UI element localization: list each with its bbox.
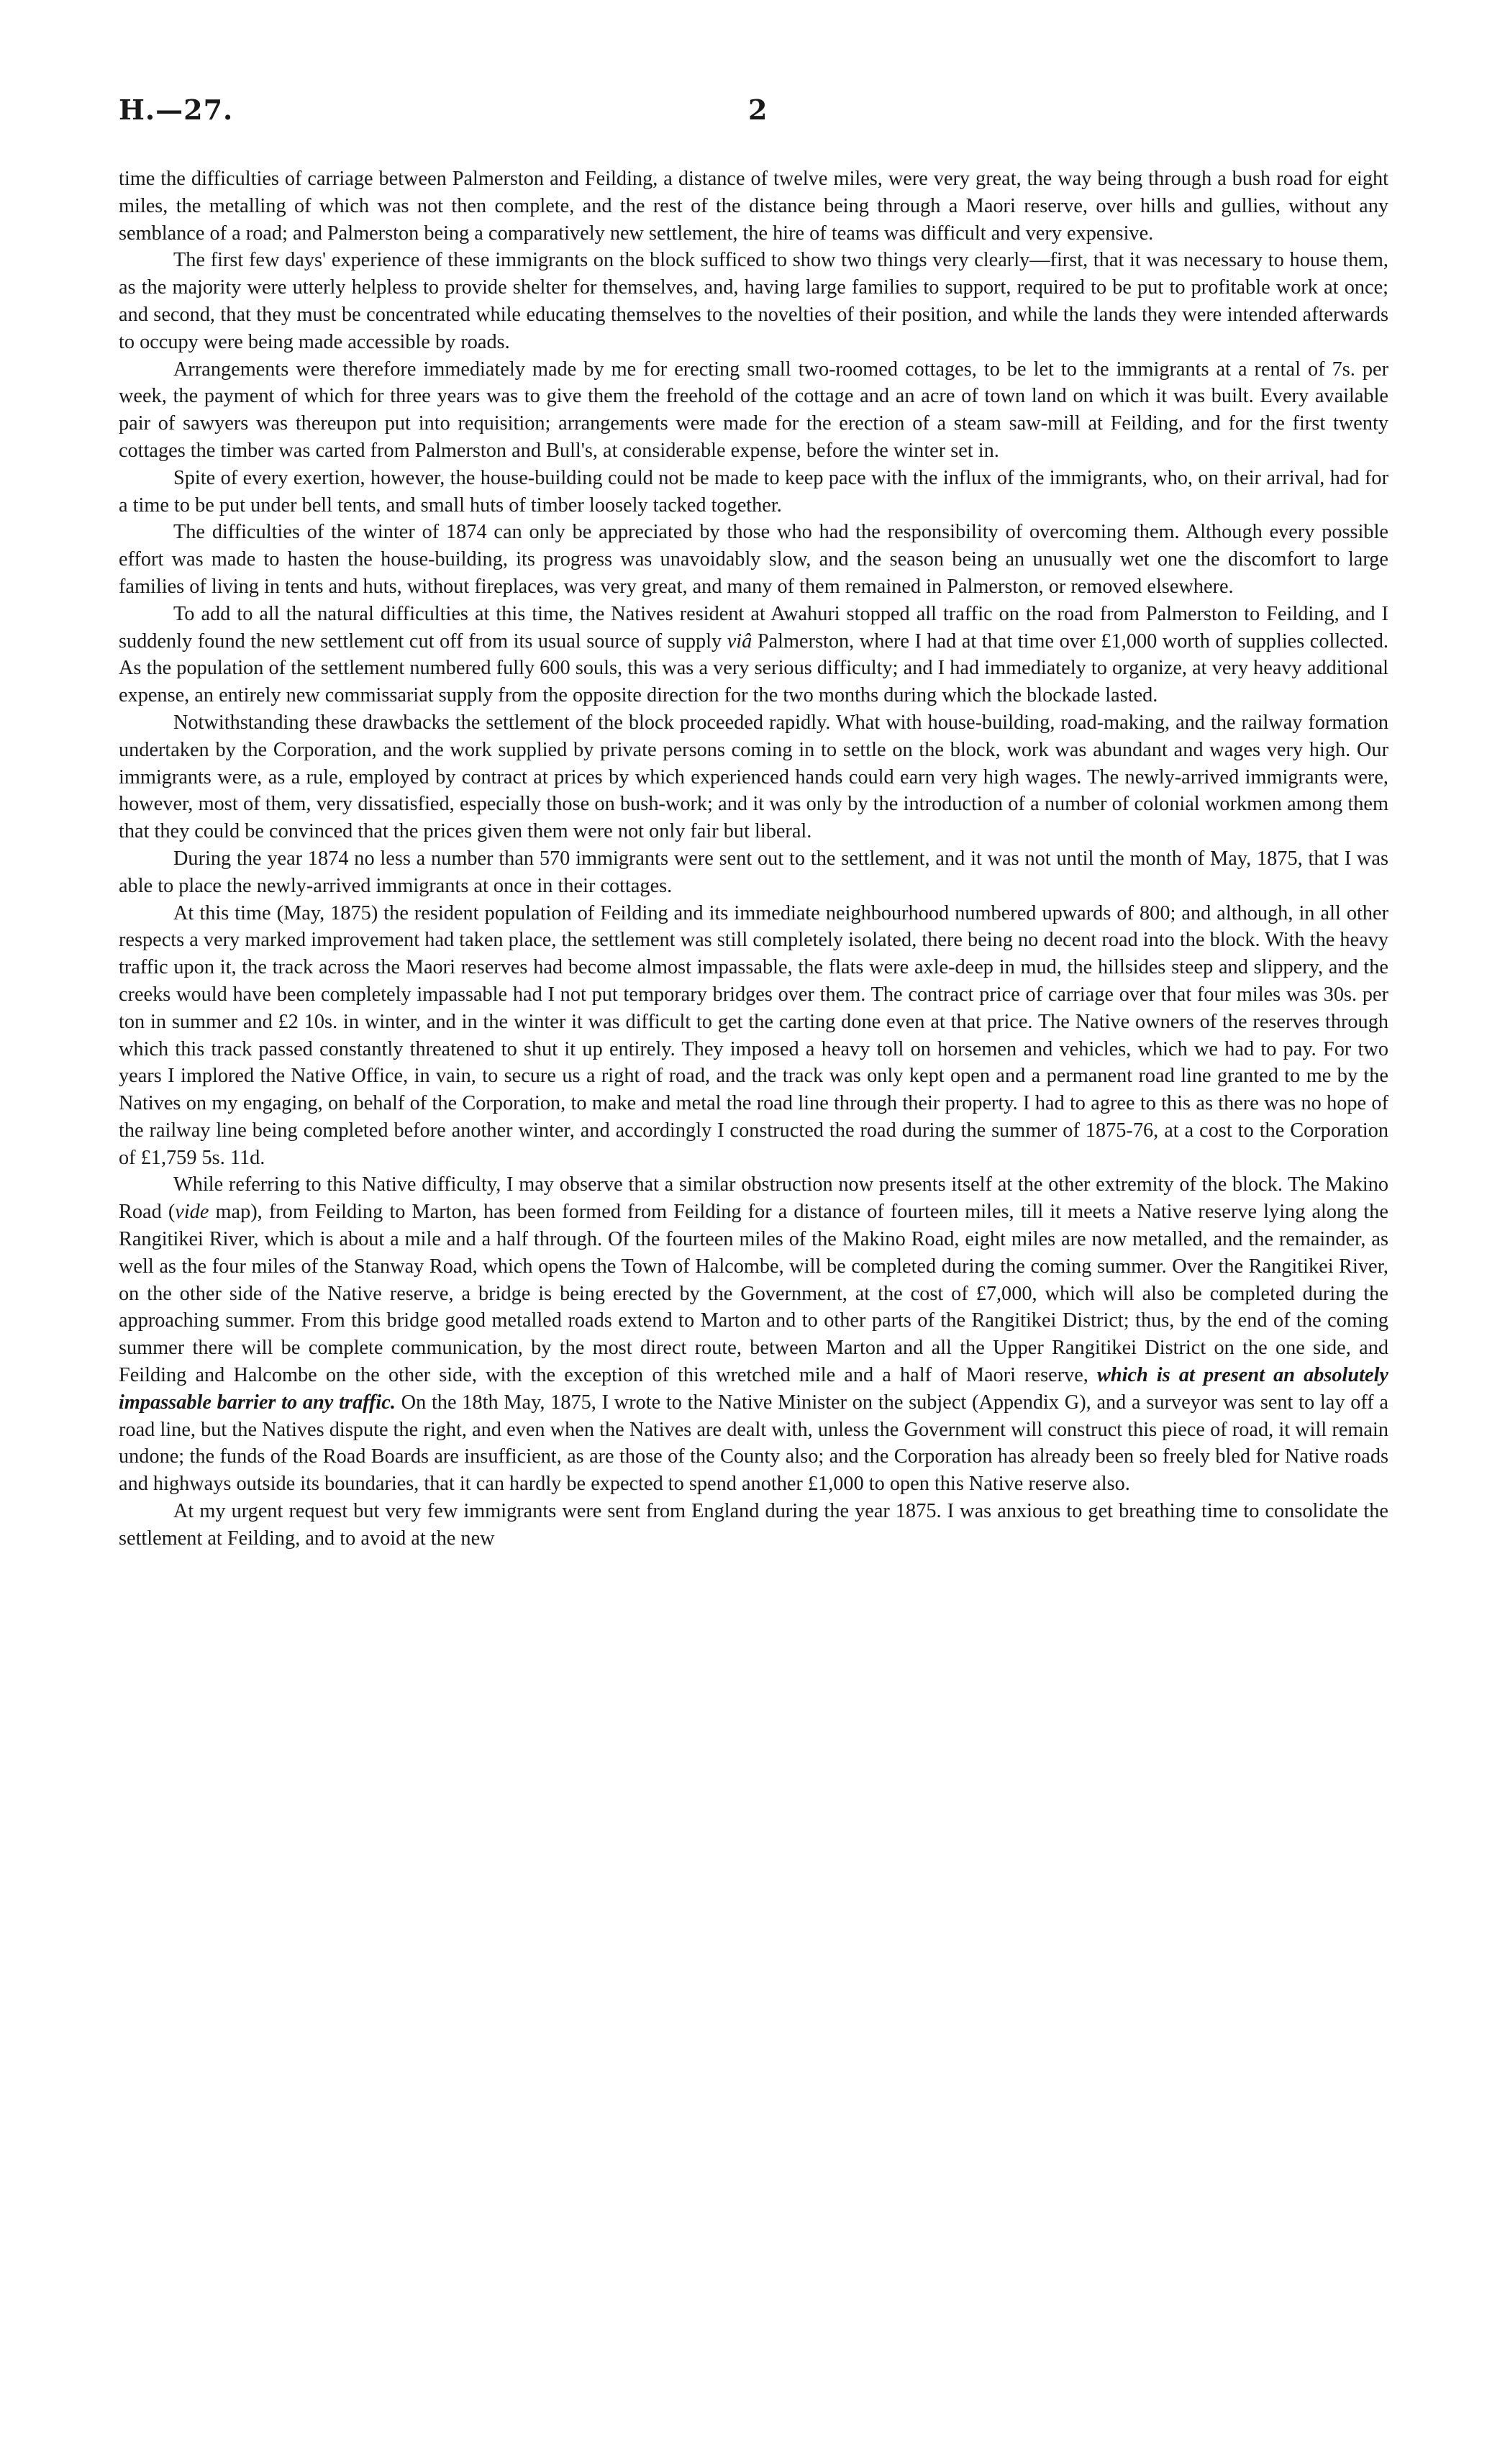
paragraph	[119, 1498, 1388, 1552]
paragraph-text: Arrangements were therefore immediately made by me for erecting small two-roomed cottages, to be let to the immigrants at a rental of 7s. per week, the payment of which for three years was to give them the freehold of the cottage and an acre of town land on which it was built. Every available pair of sawyers was thereupon put into requisition; arrangements were made for the erection of a steam saw-mill at Feilding, and for the first twenty cottages the timber was carted from Palmerston and Bull's, at considerable expense, before the winter set in.	[119, 358, 1388, 462]
paragraph-text: At my urgent request but very few immigrants were sent from England during the year 1875. I was anxious to get breathing time to consolidate the settlement at Feilding, and to avoid at the new	[119, 1500, 1388, 1550]
document-page	[119, 94, 1388, 1552]
paragraph-text: Palmerston, where I had at that time over £1,000 worth of supplies collected. As the population of the settlement numbered fully 600 souls, this was a very serious difficulty; and I had immediately to organize, at very heavy additional expense, an entirely new commissariat supply from the opposite direction for the two months during which the blockade lasted.	[119, 629, 1388, 707]
paragraph-text: While referring to this Native difficulty, I may observe that a similar obstruction now presents itself at the other extremity of the block. The Makino Road (	[119, 1173, 1388, 1224]
paragraph	[119, 465, 1388, 519]
page-number: 2	[748, 94, 768, 126]
paragraph-text: At this time (May, 1875) the resident population of Feilding and its immediate neighbourhood numbered upwards of 800; and although, in all other respects a very marked improvement had taken place, the settlement was still completely isolated, there being no decent road into the block. With the heavy traffic upon it, the track across the Maori reserves had become almost impassable, the flats were axle-deep in mud, the hillsides steep and slippery, and the creeks would have been completely impassable had I not put temporary bridges over them. The contract price of carriage over that four miles was 30s. per ton in summer and £2 10s. in winter, and in the winter it was difficult to get the carting done even at that price. The Native owners of the reserves through which this track passed constantly threatened to shut it up entirely. They imposed a heavy toll on horsemen and vehicles, which we had to pay. For two years I implored the Native Office, in vain, to secure us a right of road, and the track was only kept open and a permanent road line granted to me by the Natives on my engaging, on behalf of the Corporation, to make and metal the road line through their property. I had to agree to this as there was no hope of the railway line being completed before another winter, and accordingly I constructed the road during the summer of 1875-76, at a cost to the Corporation of £1,759 5s. 11d.	[119, 901, 1388, 1169]
paragraph	[119, 601, 1388, 709]
body-text	[119, 165, 1388, 1552]
paragraph-text: The first few days' experience of these immigrants on the block sufficed to show two things very clearly—first, that it was necessary to house them, as the majority were utterly helpless to provide shelter for themselves, and, having large families to support, required to be put to profitable work at once; and second, that they must be concentrated while educating themselves to the novelties of their position, and while the lands they were intended afterwards to occupy were being made accessible by roads.	[119, 249, 1388, 353]
paragraph-text: time the difficulties of carriage between Palmerston and Feilding, a distance of twelve miles, were very great, the way being through a bush road for eight miles, the metalling of which was not then complete, and the rest of the distance being through a Maori reserve, over hills and gullies, without any semblance of a road; and Palmerston being a comparatively new settlement, the hire of teams was difficult and very expensive.	[119, 168, 1388, 245]
paragraph	[119, 845, 1388, 900]
paragraph	[119, 247, 1388, 355]
emphasized-phrase: which is at present an absolutely impassable barrier to any traffic.	[119, 1364, 1388, 1414]
paragraph	[119, 165, 1388, 247]
page-header	[119, 94, 1388, 151]
italic-phrase: vide	[175, 1201, 209, 1224]
paragraph	[119, 1171, 1388, 1498]
paragraph-text: To add to all the natural difficulties at this time, the Natives resident at Awahuri stopped all traffic on the road from Palmerston to Feilding, and I suddenly found the new settlement cut off from its usual source of supply	[119, 602, 1388, 653]
paragraph	[119, 900, 1388, 1172]
paragraph	[119, 709, 1388, 845]
paragraph-text: Notwithstanding these drawbacks the settlement of the block proceeded rapidly. What with house-building, road-making, and the railway formation undertaken by the Corporation, and the work supplied by private persons coming in to settle on the block, work was abundant and wages very high. Our immigrants were, as a rule, employed by contract at prices by which experienced hands could earn very high wages. The newly-arrived immigrants were, however, most of them, very dissatisfied, especially those on bush-work; and it was only by the introduction of a number of colonial workmen among them that they could be convinced that the prices given them were not only fair but liberal.	[119, 711, 1388, 843]
paragraph	[119, 519, 1388, 600]
italic-phrase: viâ	[727, 629, 752, 653]
paragraph-text: Spite of every exertion, however, the house-building could not be made to keep pace with the influx of the immigrants, who, on their arrival, had for a time to be put under bell tents, and small huts of timber loosely tacked together.	[119, 466, 1388, 517]
document-reference: H.—27.	[119, 94, 234, 126]
paragraph-text: map), from Feilding to Marton, has been formed from Feilding for a distance of fourteen miles, till it meets a Native reserve lying along the Rangitikei River, which is about a mile and a half through. Of the fourteen miles of the Makino Road, eight miles are now metalled, and the remainder, as well as the four miles of the Stanway Road, which opens the Town of Halcombe, will be completed during the coming summer. Over the Rangitikei River, on the other side of the Native reserve, a bridge is being erected by the Government, at the cost of £7,000, which will also be completed during the approaching summer. From this bridge good metalled roads extend to Marton and to other parts of the Rangitikei District; thus, by the end of the coming summer there will be complete communication, by the most direct route, between Marton and all the Upper Rangitikei District on the one side, and Feilding and Halcombe on the other side, with the exception of this wretched mile and a half of Maori reserve,	[119, 1201, 1388, 1387]
paragraph	[119, 356, 1388, 465]
paragraph-text: During the year 1874 no less a number than 570 immigrants were sent out to the settlement, and it was not until the month of May, 1875, that I was able to place the newly-arrived immigrants at once in their cottages.	[119, 847, 1388, 897]
paragraph-text: On the 18th May, 1875, I wrote to the Native Minister on the subject (Appendix G), and a surveyor was sent to lay off a road line, but the Natives dispute the right, and even when the Natives are dealt with, unless the Government will construct this piece of road, it will remain undone; the funds of the Road Boards are insufficient, as are those of the County also; and the Corporation has already been so freely bled for Native roads and highways outside its boundaries, that it can hardly be expected to spend another £1,000 to open this Native reserve also.	[119, 1391, 1388, 1496]
paragraph-text: The difficulties of the winter of 1874 can only be appreciated by those who had the responsibility of overcoming them. Although every possible effort was made to hasten the house-building, its progress was unavoidably slow, and the season being an unusually wet one the discomfort to large families of living in tents and huts, without fireplaces, was very great, and many of them remained in Palmerston, or removed elsewhere.	[119, 521, 1388, 598]
